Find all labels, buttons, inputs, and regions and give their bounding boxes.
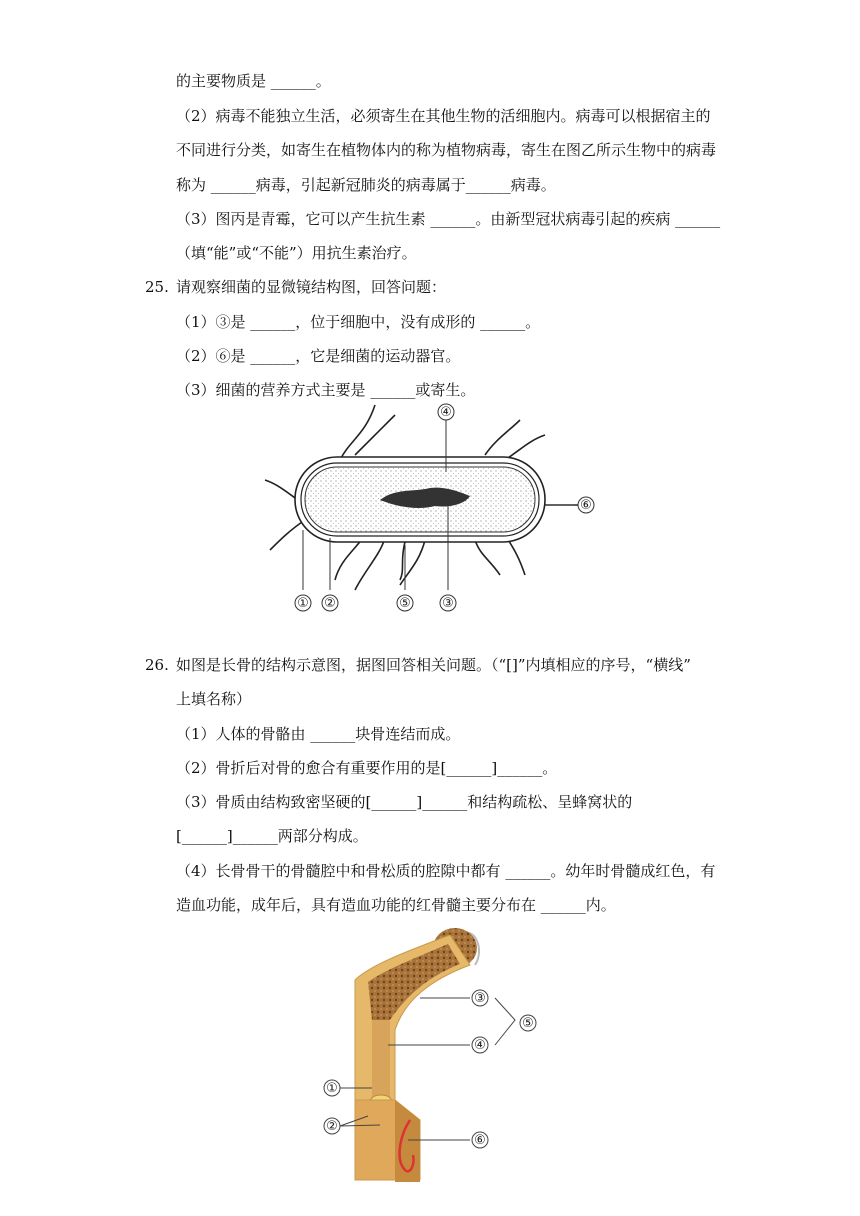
question-number-25: 25. [145, 278, 169, 296]
question-25-part-1: （1）③是 ______，位于细胞中，没有成形的 ______。 [176, 313, 541, 331]
long-bone-diagram [310, 920, 560, 1205]
bacteria-label-5: ⑤ [399, 596, 411, 611]
question-26-part-3-cont: [______]______两部分构成。 [176, 827, 368, 845]
bone-label-1: ① [326, 1081, 338, 1096]
question-25-part-2: （2）⑥是 ______，它是细菌的运动器官。 [176, 347, 461, 365]
bone-label-4: ④ [474, 1038, 486, 1053]
question-number-26: 26. [145, 656, 169, 674]
text-line-4: 称为 ______病毒，引起新冠肺炎的病毒属于______病毒。 [176, 176, 556, 194]
bacteria-label-4: ④ [440, 405, 452, 420]
question-26-part-4: （4）长骨骨干的骨髓腔中和骨松质的腔隙中都有 ______。幼年时骨髓成红色，有 [176, 862, 716, 880]
bacteria-diagram [255, 400, 605, 620]
text-line-6: （填“能”或“不能”）用抗生素治疗。 [176, 244, 417, 262]
bone-label-3: ③ [474, 991, 486, 1006]
text-line-2: （2）病毒不能独立生活，必须寄生在其他生物的活细胞内。病毒可以根据宿主的 [176, 107, 711, 125]
bacteria-label-3: ③ [442, 596, 454, 611]
question-26-part-2: （2）骨折后对骨的愈合有重要作用的是[______]______。 [176, 759, 558, 777]
question-25-stem: 请观察细菌的显微镜结构图，回答问题： [176, 278, 447, 296]
bone-label-6: ⑥ [474, 1133, 486, 1148]
question-26-stem: 如图是长骨的结构示意图，据图回答相关问题。（“[]”内填相应的序号，“横线” [176, 656, 691, 674]
question-25-part-3: （3）细菌的营养方式主要是 ______或寄生。 [176, 381, 476, 399]
question-26-part-1: （1）人体的骨骼由 ______块骨连结而成。 [176, 725, 461, 743]
bone-label-5: ⑤ [522, 1016, 534, 1031]
bone-label-2: ② [326, 1119, 338, 1134]
text-line-3: 不同进行分类，如寄生在植物体内的称为植物病毒，寄生在图乙所示生物中的病毒 [176, 141, 717, 159]
bacteria-label-2: ② [324, 596, 336, 611]
text-line-5: （3）图丙是青霉，它可以产生抗生素 ______。由新型冠状病毒引起的疾病 ______ [176, 210, 721, 228]
bacteria-label-6: ⑥ [580, 498, 592, 513]
question-26-stem-cont: 上填名称） [176, 690, 252, 708]
question-26-part-4-cont: 造血功能，成年后，具有造血功能的红骨髓主要分布在 ______内。 [176, 896, 616, 914]
bacteria-label-1: ① [297, 596, 309, 611]
question-26-part-3: （3）骨质由结构致密坚硬的[______]______和结构疏松、呈蜂窝状的 [176, 793, 633, 811]
text-line-1: 的主要物质是 ______。 [176, 72, 331, 90]
